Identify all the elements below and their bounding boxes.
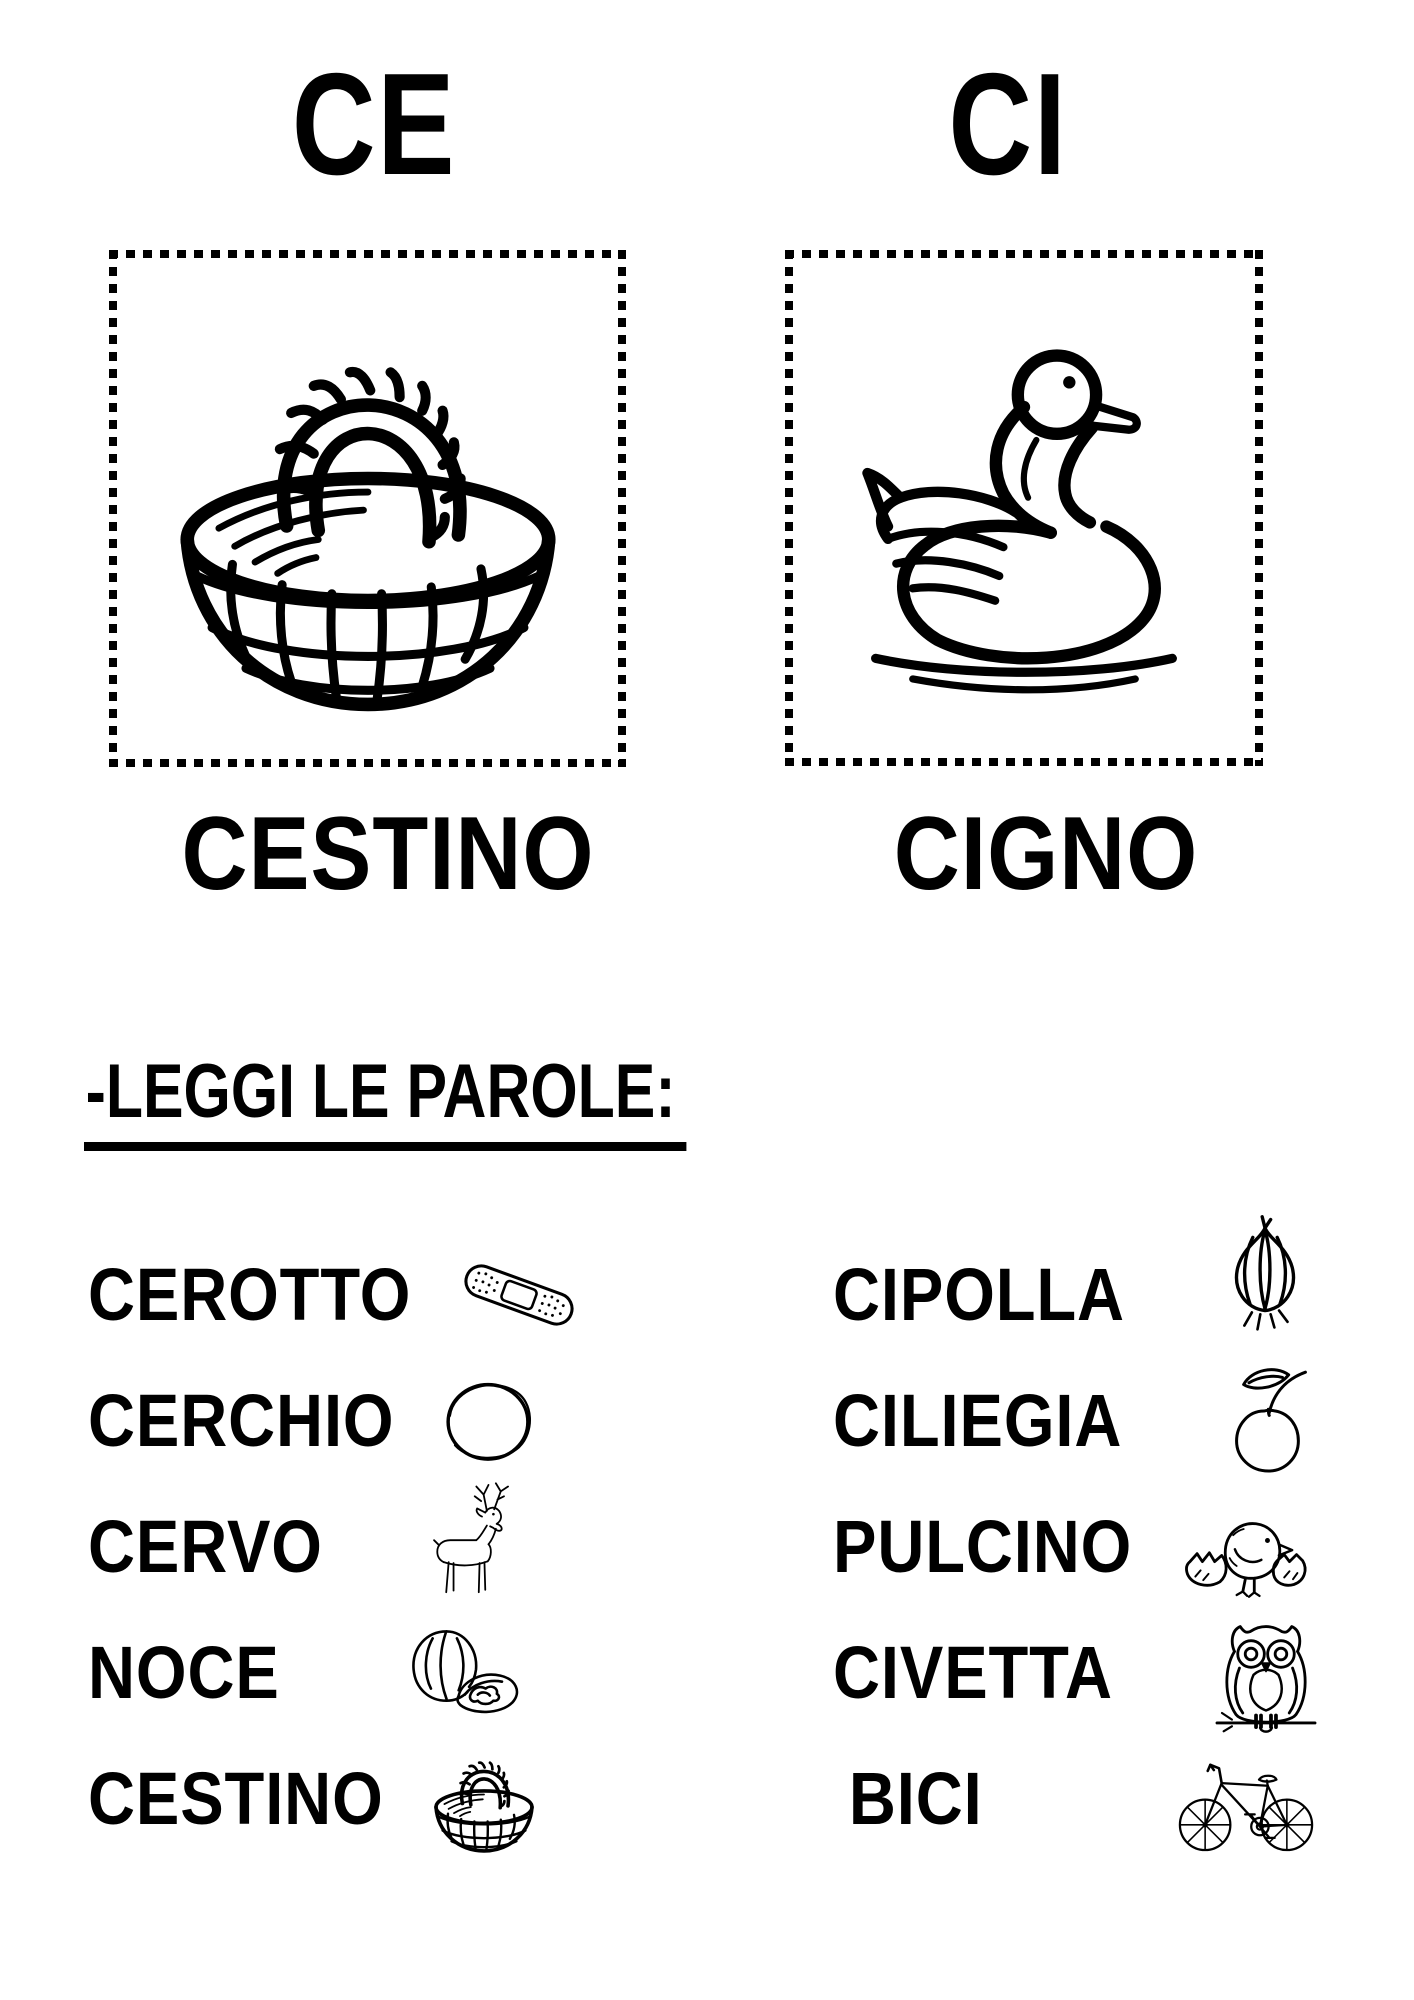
word-label: PULCINO: [833, 1505, 1133, 1588]
word-row-ciliegia: [833, 1358, 1320, 1484]
circle-icon: [436, 1369, 540, 1473]
caption-cigno: CIGNO: [893, 796, 1199, 912]
swan-icon: [818, 312, 1230, 704]
onion-icon: [1210, 1213, 1320, 1349]
word-label: CESTINO: [88, 1757, 384, 1840]
cherry-icon: [1222, 1351, 1320, 1479]
ce-word-list: [88, 1232, 530, 1862]
word-label: CIPOLLA: [833, 1253, 1125, 1336]
word-label: CERVO: [88, 1505, 323, 1588]
word-row-cervo: [88, 1484, 530, 1610]
word-label: BICI: [848, 1757, 983, 1840]
word-row-cestino: [88, 1736, 530, 1862]
word-label: NOCE: [88, 1631, 280, 1714]
word-row-cerotto: [88, 1232, 530, 1358]
walnut-icon: [396, 1621, 530, 1725]
basket-icon: [142, 300, 594, 718]
syllable-ce-heading: CE: [291, 43, 457, 205]
bicycle-icon: [1172, 1757, 1320, 1857]
basket-icon: [424, 1743, 544, 1855]
cutout-box-cestino: [109, 250, 626, 767]
word-row-cipolla: [833, 1232, 1320, 1358]
word-row-civetta: [833, 1610, 1320, 1736]
word-row-cerchio: [88, 1358, 530, 1484]
deer-icon: [408, 1478, 530, 1604]
cutout-box-cigno: [785, 250, 1263, 766]
word-row-noce: [88, 1610, 530, 1736]
word-label: CILIEGIA: [833, 1379, 1123, 1462]
syllable-ci-heading: CI: [948, 43, 1068, 205]
ci-word-list: [833, 1232, 1320, 1862]
word-row-bici: [833, 1736, 1320, 1862]
caption-cestino: CESTINO: [181, 796, 595, 912]
word-label: CIVETTA: [833, 1631, 1113, 1714]
word-row-pulcino: [833, 1484, 1320, 1610]
bandaid-icon: [455, 1251, 583, 1339]
chick-icon: [1178, 1500, 1320, 1610]
instruction-heading: -LEGGI LE PAROLE:: [84, 1054, 687, 1151]
owl-icon: [1212, 1616, 1320, 1746]
word-label: CEROTTO: [88, 1253, 412, 1336]
word-label: CERCHIO: [88, 1379, 395, 1462]
